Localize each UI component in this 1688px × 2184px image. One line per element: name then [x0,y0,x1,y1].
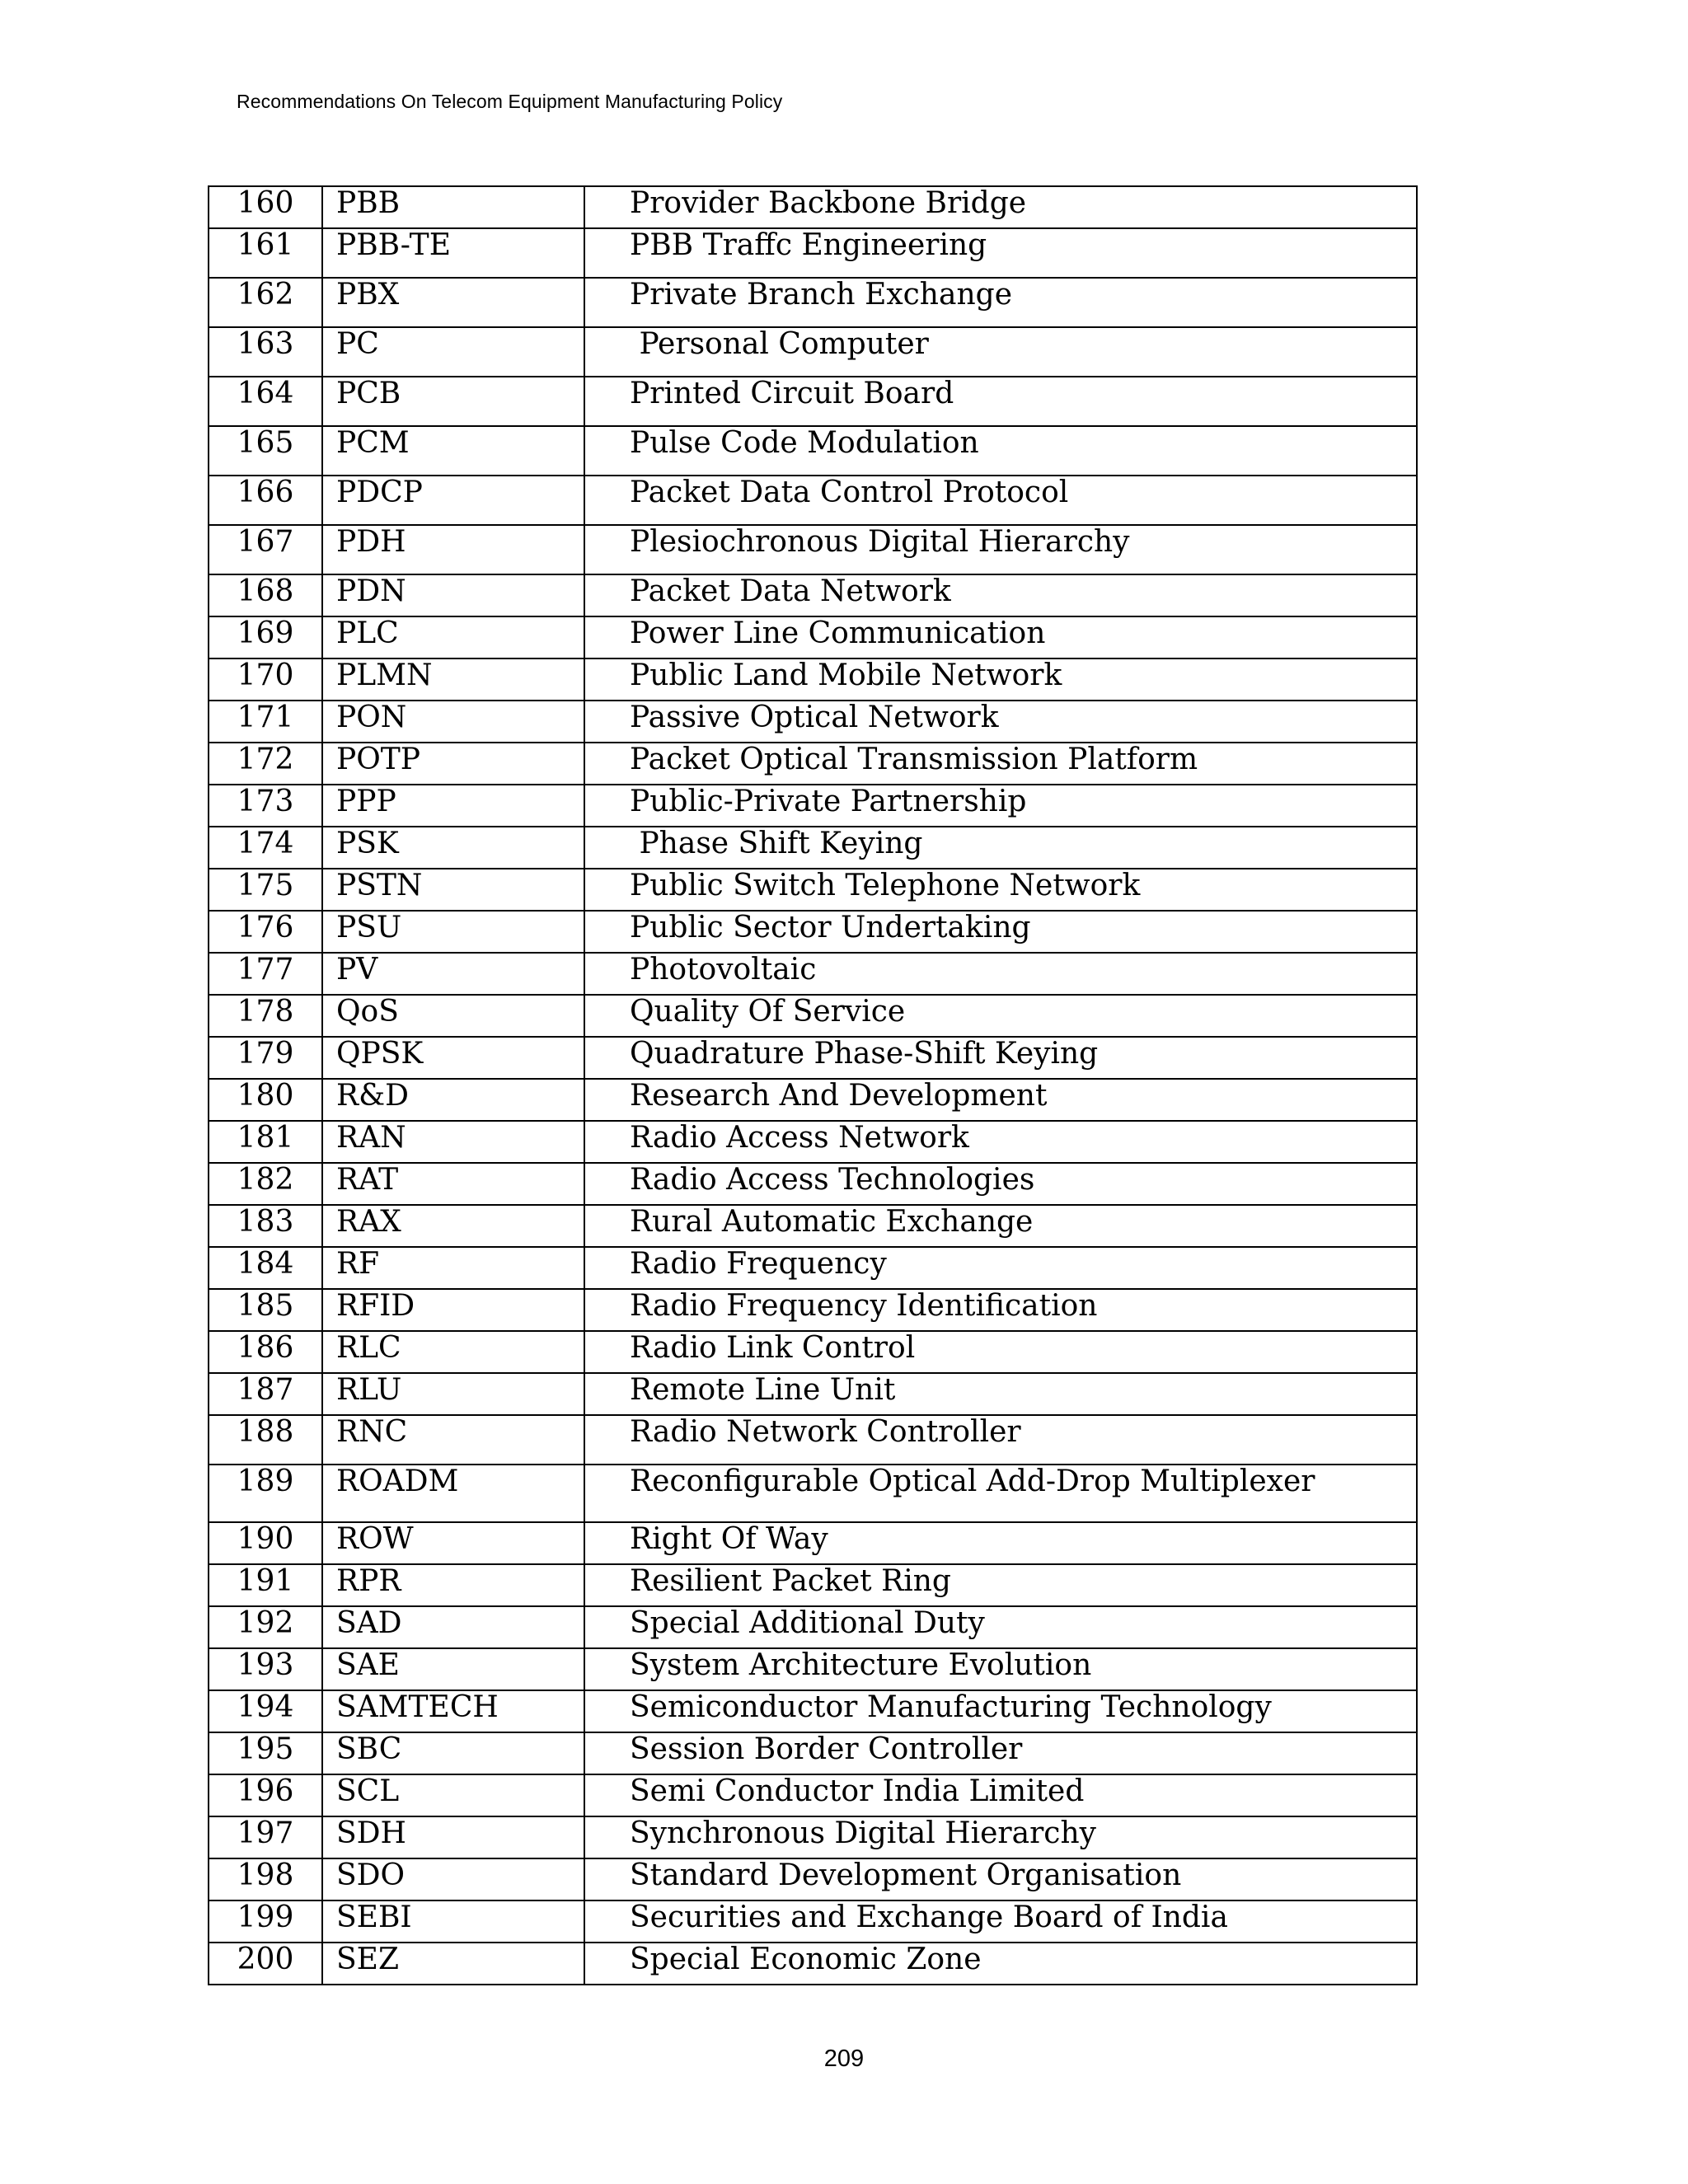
abbreviation: PCB [322,377,584,426]
full-form: Securities and Exchange Board of India [584,1900,1417,1943]
abbreviation: PLC [322,616,584,658]
table-row [209,426,1417,476]
abbreviation: PBX [322,278,584,327]
row-number: 186 [209,1331,322,1373]
table-row [209,1648,1417,1690]
row-number: 182 [209,1163,322,1205]
table-row [209,911,1417,953]
full-form: Special Economic Zone [584,1943,1417,1985]
table-row [209,1289,1417,1331]
row-number: 193 [209,1648,322,1690]
abbreviation: PSU [322,911,584,953]
row-number: 174 [209,827,322,869]
table-row [209,1465,1417,1522]
table-row [209,186,1417,228]
abbreviation: RAT [322,1163,584,1205]
abbreviation: SAE [322,1648,584,1690]
full-form: Semi Conductor India Limited [584,1774,1417,1816]
abbreviation: RF [322,1247,584,1289]
full-form: Resilient Packet Ring [584,1564,1417,1606]
table-row [209,701,1417,743]
table-row [209,785,1417,827]
row-number: 161 [209,228,322,278]
table-row [209,1943,1417,1985]
table-row [209,377,1417,426]
row-number: 197 [209,1816,322,1858]
full-form: Provider Backbone Bridge [584,186,1417,228]
full-form: Radio Access Network [584,1121,1417,1163]
table-row [209,1247,1417,1289]
abbreviation: RNC [322,1415,584,1465]
full-form: Radio Link Control [584,1331,1417,1373]
abbreviation: SDH [322,1816,584,1858]
abbreviation: PON [322,701,584,743]
row-number: 188 [209,1415,322,1465]
full-form: Packet Optical Transmission Platform [584,743,1417,785]
table-row [209,1163,1417,1205]
abbreviation: RLC [322,1331,584,1373]
table-row [209,1564,1417,1606]
abbreviation: SBC [322,1732,584,1774]
abbreviation: SEZ [322,1943,584,1985]
abbreviation: POTP [322,743,584,785]
full-form: Radio Frequency Identification [584,1289,1417,1331]
row-number: 172 [209,743,322,785]
full-form: Quality Of Service [584,995,1417,1037]
full-form: Session Border Controller [584,1732,1417,1774]
abbreviation: SEBI [322,1900,584,1943]
table-row [209,1774,1417,1816]
full-form: Photovoltaic [584,953,1417,995]
table-row [209,869,1417,911]
table-row [209,1331,1417,1373]
table-row [209,525,1417,574]
abbreviation: PPP [322,785,584,827]
full-form: Packet Data Network [584,574,1417,616]
abbreviation: RAX [322,1205,584,1247]
full-form: Packet Data Control Protocol [584,476,1417,525]
table-row [209,1606,1417,1648]
full-form: Power Line Communication [584,616,1417,658]
table-row [209,953,1417,995]
row-number: 198 [209,1858,322,1900]
full-form: Plesiochronous Digital Hierarchy [584,525,1417,574]
full-form: Radio Frequency [584,1247,1417,1289]
table-row [209,995,1417,1037]
row-number: 175 [209,869,322,911]
table-row [209,278,1417,327]
row-number: 164 [209,377,322,426]
table-row [209,1900,1417,1943]
table-row [209,658,1417,701]
table-row [209,574,1417,616]
table-row [209,1690,1417,1732]
row-number: 160 [209,186,322,228]
full-form: Passive Optical Network [584,701,1417,743]
page-number: 209 [823,2046,865,2072]
full-form: Standard Development Organisation [584,1858,1417,1900]
abbreviation: SDO [322,1858,584,1900]
row-number: 179 [209,1037,322,1079]
full-form: Pulse Code Modulation [584,426,1417,476]
table-row [209,1415,1417,1465]
full-form: Reconfigurable Optical Add-Drop Multiplexer [584,1465,1417,1522]
row-number: 183 [209,1205,322,1247]
table-row [209,1079,1417,1121]
abbreviation: ROW [322,1522,584,1564]
table-row [209,1121,1417,1163]
row-number: 181 [209,1121,322,1163]
full-form: Printed Circuit Board [584,377,1417,426]
abbreviation: PCM [322,426,584,476]
abbreviation: SAD [322,1606,584,1648]
abbreviation: RAN [322,1121,584,1163]
full-form: Radio Access Technologies [584,1163,1417,1205]
abbreviation: RPR [322,1564,584,1606]
table-row [209,1037,1417,1079]
full-form: Special Additional Duty [584,1606,1417,1648]
full-form: Public Sector Undertaking [584,911,1417,953]
abbreviation: PV [322,953,584,995]
row-number: 166 [209,476,322,525]
table-row [209,1858,1417,1900]
full-form: Personal Computer [584,327,1417,377]
row-number: 170 [209,658,322,701]
full-form: Semiconductor Manufacturing Technology [584,1690,1417,1732]
abbreviation: SAMTECH [322,1690,584,1732]
abbreviations-table [208,185,1418,1985]
row-number: 167 [209,525,322,574]
table-row [209,1205,1417,1247]
abbreviation: ROADM [322,1465,584,1522]
row-number: 169 [209,616,322,658]
row-number: 187 [209,1373,322,1415]
row-number: 192 [209,1606,322,1648]
row-number: 184 [209,1247,322,1289]
full-form: Public Switch Telephone Network [584,869,1417,911]
table-row [209,228,1417,278]
row-number: 177 [209,953,322,995]
full-form: Right Of Way [584,1522,1417,1564]
table-row [209,1522,1417,1564]
row-number: 163 [209,327,322,377]
row-number: 189 [209,1465,322,1522]
full-form: Radio Network Controller [584,1415,1417,1465]
full-form: Public-Private Partnership [584,785,1417,827]
abbreviation: R&D [322,1079,584,1121]
full-form: Research And Development [584,1079,1417,1121]
table-row [209,1732,1417,1774]
row-number: 185 [209,1289,322,1331]
table-row [209,1373,1417,1415]
abbreviation: QoS [322,995,584,1037]
row-number: 176 [209,911,322,953]
row-number: 191 [209,1564,322,1606]
full-form: PBB Traffc Engineering [584,228,1417,278]
full-form: Synchronous Digital Hierarchy [584,1816,1417,1858]
abbreviation: RLU [322,1373,584,1415]
abbreviation: PBB-TE [322,228,584,278]
table-row [209,743,1417,785]
row-number: 162 [209,278,322,327]
table-row [209,616,1417,658]
row-number: 194 [209,1690,322,1732]
full-form: Public Land Mobile Network [584,658,1417,701]
abbreviation: SCL [322,1774,584,1816]
table-row [209,476,1417,525]
full-form: Phase Shift Keying [584,827,1417,869]
row-number: 168 [209,574,322,616]
abbreviation: PDN [322,574,584,616]
table-row [209,1816,1417,1858]
abbreviation: PBB [322,186,584,228]
full-form: System Architecture Evolution [584,1648,1417,1690]
abbreviation: PDCP [322,476,584,525]
full-form: Private Branch Exchange [584,278,1417,327]
row-number: 173 [209,785,322,827]
row-number: 171 [209,701,322,743]
full-form: Rural Automatic Exchange [584,1205,1417,1247]
abbreviation: PSK [322,827,584,869]
table-row [209,827,1417,869]
row-number: 199 [209,1900,322,1943]
row-number: 178 [209,995,322,1037]
row-number: 180 [209,1079,322,1121]
row-number: 165 [209,426,322,476]
abbreviation: QPSK [322,1037,584,1079]
row-number: 196 [209,1774,322,1816]
abbreviation: PDH [322,525,584,574]
row-number: 190 [209,1522,322,1564]
abbreviation: RFID [322,1289,584,1331]
full-form: Remote Line Unit [584,1373,1417,1415]
abbreviation: PSTN [322,869,584,911]
row-number: 195 [209,1732,322,1774]
abbreviation: PLMN [322,658,584,701]
row-number: 200 [209,1943,322,1985]
table-row [209,327,1417,377]
full-form: Quadrature Phase-Shift Keying [584,1037,1417,1079]
abbreviation: PC [322,327,584,377]
running-header: Recommendations On Telecom Equipment Manufacturing Policy [237,91,783,112]
